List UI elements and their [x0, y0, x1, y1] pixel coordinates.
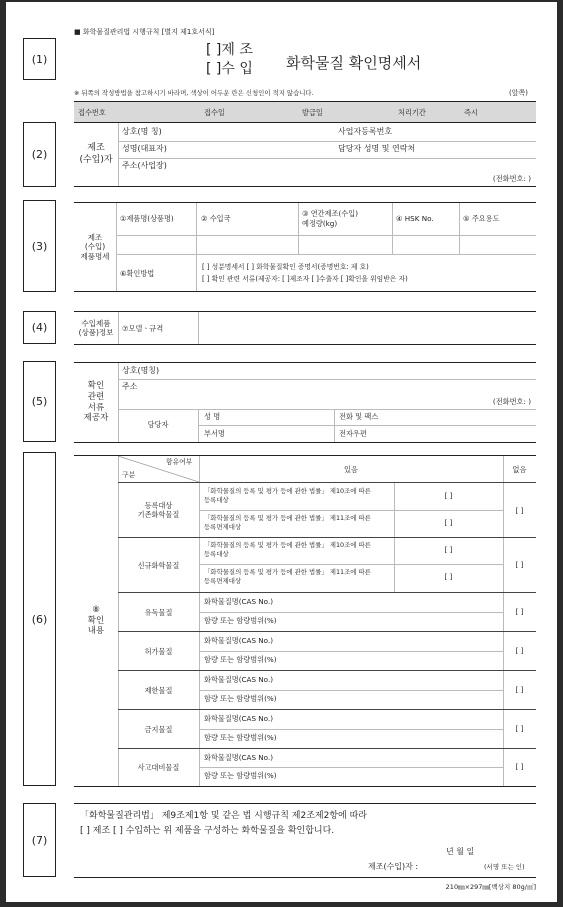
provider-department[interactable]: 부서명 — [204, 429, 225, 438]
law11-existing-check[interactable]: [ ] — [444, 518, 453, 527]
provider-phone-field[interactable]: (전화번호: ) — [492, 397, 531, 406]
provider-address-field[interactable]: 주소 — [122, 382, 138, 391]
receipt-no-label: 접수번호 — [78, 108, 106, 117]
col-product-name: ①제품명(상품명) — [120, 214, 174, 223]
cat-accident: 사고대비물질 — [137, 763, 180, 772]
prohibited-cas[interactable]: 화학물질명(CAS No.) — [204, 714, 274, 723]
cat-restricted: 제한물질 — [144, 685, 173, 695]
provider-manager-label: 담당자 — [147, 420, 169, 429]
law10-existing: 「화학물질의 등록 및 평가 등에 관한 법률」 제10조에 따른 등록대상 — [204, 487, 371, 505]
processing-period-label: 처리기간 — [398, 108, 426, 117]
cat-existing: 등록대상 기존화학물질 — [137, 501, 180, 519]
col-annual-volume: ③ 연간제조(수입) 예정량(kg) — [302, 209, 358, 228]
permitted-content[interactable]: 함량 또는 함량범위(%) — [204, 655, 277, 664]
section-number-5: (5) — [23, 361, 56, 442]
provider-label: 확인 관련 서류 제공자 — [83, 381, 109, 424]
representative-field[interactable]: 성명(대표자) — [122, 144, 167, 153]
cat-permitted: 허가물질 — [144, 646, 173, 656]
toxic-cas[interactable]: 화학물질명(CAS No.) — [204, 597, 274, 606]
check-method-option-1[interactable]: [ ] 성분명세서 [ ] 화학물질확인 증명서(증명번호: 제 호) — [202, 263, 369, 271]
option-manufacture[interactable]: [ ]제 조 — [206, 42, 253, 58]
section-number-6: (6) — [23, 452, 56, 786]
declaration-date[interactable]: 년 월 일 — [446, 847, 475, 856]
header-category: 구분 — [122, 471, 136, 479]
prohibited-none-check[interactable]: [ ] — [515, 724, 524, 733]
business-number-field[interactable]: 사업자등록번호 — [338, 127, 393, 136]
law11-existing: 「화학물질의 등록 및 평가 등에 관한 법률」 제11조에 따른 등록면제대상 — [204, 514, 371, 532]
form-page — [6, 2, 557, 902]
col-main-use: ⑤ 주요용도 — [463, 214, 500, 223]
header-no: 없음 — [512, 465, 527, 474]
accident-content[interactable]: 함량 또는 함량범위(%) — [204, 771, 277, 780]
check-method-option-2[interactable]: [ ] 확인 관련 서류(제공자: [ ]제조자 [ ]수출자 [ ]확인을 위임받은 자) — [202, 275, 408, 283]
law10-new-check[interactable]: [ ] — [444, 545, 453, 554]
permitted-none-check[interactable]: [ ] — [515, 646, 524, 655]
cat-new: 신규화학물질 — [137, 560, 180, 570]
toxic-none-check[interactable]: [ ] — [515, 607, 524, 616]
law10-existing-check[interactable]: [ ] — [444, 491, 453, 500]
title-options — [206, 41, 253, 79]
accident-none-check[interactable]: [ ] — [515, 762, 524, 771]
permitted-cas[interactable]: 화학물질명(CAS No.) — [204, 636, 274, 645]
header-contains: 함유여부 — [166, 458, 193, 466]
provider-name-field[interactable]: 상호(명칭) — [122, 366, 160, 375]
declaration-line-1: 「화학물질관리법」 제9조제1항 및 같은 법 시행규칙 제2조제2항에 따라 — [80, 811, 367, 821]
section-number-3: (3) — [23, 200, 56, 292]
existing-none-check[interactable]: [ ] — [515, 506, 524, 515]
address-field[interactable]: 주소(사업장) — [122, 161, 167, 170]
col-hsk-no: ④ HSK No. — [396, 214, 434, 223]
instruction-note: ※ 뒤쪽의 작성방법을 참고하시기 바라며, 색상이 어두운 란은 신청인이 적지 않습니다. — [74, 89, 314, 97]
option-import[interactable]: [ ]수 입 — [206, 60, 253, 77]
new-none-check[interactable]: [ ] — [515, 560, 524, 569]
col-import-country: ② 수입국 — [201, 214, 231, 223]
section-number-4: (4) — [23, 311, 56, 344]
header-yes: 있음 — [344, 465, 358, 474]
issue-date-label: 발급일 — [302, 108, 323, 117]
processing-period-value: 즉시 — [464, 108, 478, 117]
restricted-cas[interactable]: 화학물질명(CAS No.) — [204, 675, 274, 684]
check-method-label: ⑥확인방법 — [120, 269, 155, 278]
toxic-content[interactable]: 함량 또는 함량범위(%) — [204, 616, 277, 625]
page-side: (앞쪽) — [509, 89, 528, 97]
form-reference: ■ 화학물질관리법 시행규칙 [별지 제1호서식] — [74, 28, 215, 36]
signature-field[interactable]: (서명 또는 인) — [484, 863, 525, 871]
prohibited-content[interactable]: 함량 또는 함량범위(%) — [204, 733, 277, 742]
check-content-label: ⑧ 확인 내용 — [87, 605, 105, 637]
import-product-label: 수입제품 (상품)정보 — [78, 318, 114, 337]
product-spec-label: 제조 (수입) 제품명세 — [80, 232, 110, 261]
company-name-field[interactable]: 상호(명 칭) — [122, 127, 162, 136]
declaration-line-2[interactable]: [ ] 제조 [ ] 수입하는 위 제품을 구성하는 화학물질을 확인합니다. — [80, 826, 335, 836]
cat-toxic: 유독물질 — [144, 607, 173, 617]
restricted-none-check[interactable]: [ ] — [515, 685, 524, 694]
contact-person-field[interactable]: 담당자 성명 및 연락처 — [338, 144, 416, 153]
cat-prohibited: 금지물질 — [144, 724, 173, 734]
section-number-2: (2) — [23, 122, 56, 187]
signer-label: 제조(수입)자 : — [368, 862, 419, 871]
model-spec-label: ⑦모델ㆍ규격 — [122, 324, 164, 333]
law11-new: 「화학물질의 등록 및 평가 등에 관한 법률」 제11조에 따른 등록면제대상 — [204, 568, 371, 586]
law11-new-check[interactable]: [ ] — [444, 572, 453, 581]
provider-manager-name[interactable]: 성 명 — [204, 412, 221, 421]
section-number-1: (1) — [23, 38, 56, 80]
restricted-content[interactable]: 함량 또는 함량범위(%) — [204, 694, 277, 703]
law10-new: 「화학물질의 등록 및 평가 등에 관한 법률」 제10조에 따른 등록대상 — [204, 541, 371, 559]
accident-cas[interactable]: 화학물질명(CAS No.) — [204, 753, 274, 762]
provider-tel-fax[interactable]: 전화 및 팩스 — [339, 412, 379, 421]
manufacturer-label: 제조 (수입)자 — [79, 143, 113, 165]
provider-email[interactable]: 전자우편 — [339, 429, 367, 438]
receipt-date-label: 접수일 — [204, 108, 225, 117]
paper-spec: 210㎜×297㎜[백상지 80g/㎡] — [445, 883, 536, 891]
section-number-7: (7) — [23, 803, 56, 877]
form-title: 화학물질 확인명세서 — [286, 54, 422, 72]
phone-field[interactable]: (전화번호: ) — [492, 174, 531, 183]
